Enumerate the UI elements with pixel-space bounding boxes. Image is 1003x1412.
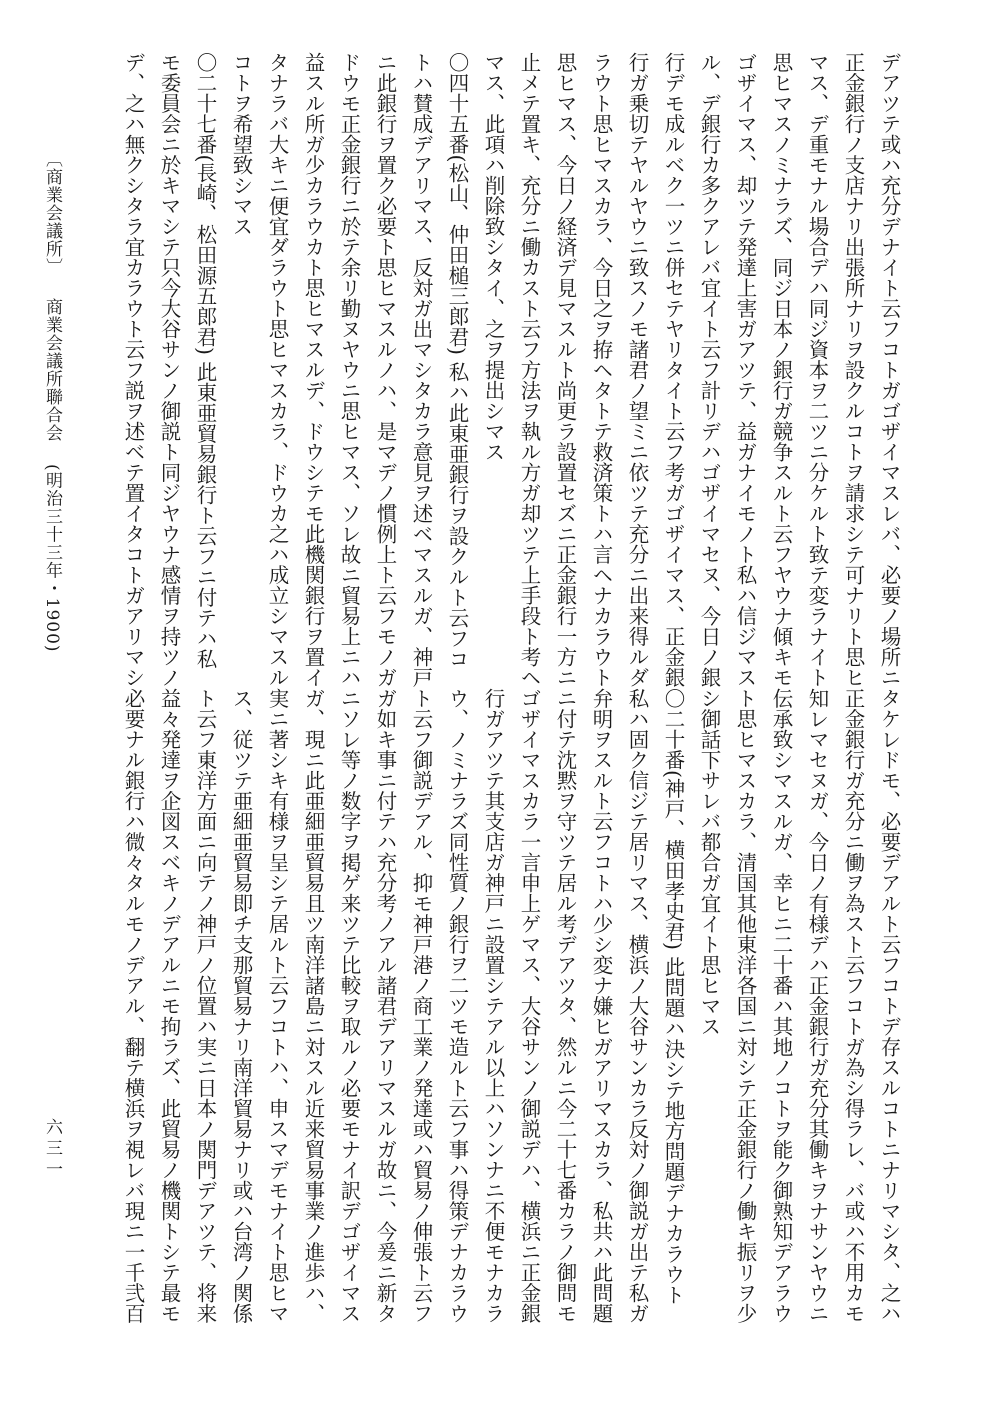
text-line: ト云フ東洋方面ニ向テノ神戸ノ位置ハ実ニ日本ノ関門デアツテ、将来 — [193, 688, 217, 1324]
text-line: シ御話下サレバ都合ガ宜イト思ヒマス — [697, 688, 721, 1037]
text-line: ル、デ銀行カ多クアレバ宜イト云フ計リデハゴザイマセヌ、今日ノ銀 — [697, 52, 721, 688]
text-line: ドウモ正金銀行ニ於テ余リ勤ヌヤウニ思ヒマス、ソレ故ニ貿易上ニハ — [337, 52, 361, 688]
text-line: コトヲ希望致シマス — [229, 52, 253, 237]
running-head-year: (明治三十三年・1900) — [42, 464, 62, 653]
text-line: ニ付テ沈黙ヲ守ツテ居ル考デアツタ、然ルニ今二十七番カラノ御問モ — [553, 688, 577, 1324]
page-number: 六三一 — [42, 1118, 62, 1181]
text-line: ゴザイマス、却ツテ発達上害ガアツテ、益ガナイモノト私ハ信ジマス — [733, 52, 757, 688]
text-line: ガ、現ニ此亜細亜貿易且ツ南洋諸島ニ対スル近来貿易事業ノ進歩ハ、 — [301, 688, 325, 1324]
text-line: 知レマセヌガ、今日ノ有様デハ正金銀行ガ充分其働キヲナサンヤウニ — [805, 688, 829, 1324]
text-line: ト云フ御説デアル、抑モ神戸港ノ商工業ノ発達或ハ貿易ノ伸張ト云フ — [409, 688, 433, 1324]
text-line: ガ如キ事ニ付テハ充分考ノアル諸君デアリマスルガ故ニ、今爰ニ新タ — [373, 688, 397, 1324]
text-line: ゴザイマスカラ一言申上ゲマス、大谷サンノ御説デハ、横浜ニ正金銀 — [517, 688, 541, 1324]
text-line: 止メテ置キ、充分ニ働カスト云フ方法ヲ執ル方ガ却ツテ上手段ト考ヘ — [517, 52, 541, 688]
text-line: 益々発達ヲ企図スベキノデアルニモ拘ラズ、此貿易ノ機関トシテ最モ — [157, 688, 181, 1324]
running-head-section: 〔商業会議所〕 — [42, 150, 62, 276]
text-line: 正金銀行ノ支店ナリ出張所ナリヲ設クルコトヲ請求シテ可ナリト思ヒ — [841, 52, 865, 688]
text-line: 〇二十番(神戸、横田孝史君) 此問題ハ決シテ地方問題デナカラウト — [661, 688, 685, 1306]
text-line: ニ此銀行ヲ置ク必要ト思ヒマスルノハ、是マデノ慣例上ト云フモノガ — [373, 52, 397, 688]
text-line: トハ賛成デアリマス、反対ガ出マシタカラ意見ヲ述ベマスルガ、神戸 — [409, 52, 433, 688]
text-line: 〇四十五番(松山、仲田槌三郎君) 私ハ此東亜銀行ヲ設クルト云フコ — [445, 52, 469, 670]
text-line: 私ハ固ク信ジテ居リマス、横浜ノ大谷サンカラ反対ノ御説ガ出テ私ガ — [625, 688, 649, 1324]
text-line: 行デモ成ルベク一ツニ併セテヤリタイト云フ考ガゴザイマス、正金銀 — [661, 52, 685, 688]
text-line: 正金銀行ガ充分ニ働ヲ為スト云フコトガ為シ得ラレ、バ或ハ不用カモ — [841, 688, 865, 1324]
text-line: 益スル所ガ少カラウカト思ヒマスルデ、ドウシテモ此機関銀行ヲ置イ — [301, 52, 325, 688]
text-line: ニソレ等ノ数字ヲ掲ゲ来ツテ比較ヲ取ルノ必要モナイ訳デゴザイマス — [337, 688, 361, 1324]
text-line: 弁明ヲスルト云フコトハ少シ変ナ嫌ヒガアリマスカラ、私共ハ此問題 — [589, 688, 613, 1324]
text-line: 伝承致シマスルガ、幸ヒニ二十番ハ其地ノコトヲ能ク御熟知デアラウ — [769, 688, 793, 1324]
text-line: モ委員会ニ於キマシテ只今大谷サンノ御説ト同ジヤウナ感情ヲ持ツノ — [157, 52, 181, 688]
text-line: 行ガ乗切テヤルヤウニ致スノモ諸君ノ望ミニ依ツテ充分ニ出来得ルダ — [625, 52, 649, 688]
text-line: マス、デ重モナル場合デハ同ジ資本ヲ二ツニ分ケルト致テ変ラナイト — [805, 52, 829, 688]
text-line: タナラバ大キニ便宜ダラウト思ヒマスカラ、ドウカ之ハ成立シマスル — [265, 52, 289, 688]
running-head-title: 商業会議所聯合会 — [42, 298, 62, 442]
text-line: 必要ナル銀行ハ微々タルモノデアル、翻テ横浜ヲ視レバ現ニ一千弐百 — [121, 688, 145, 1324]
text-line: デ、之ハ無クシタラ宜カラウト云フ説ヲ述ベテ置イタコトガアリマシ — [121, 52, 145, 688]
upper-text-block — [115, 52, 907, 688]
lower-text-block — [115, 688, 907, 1324]
text-line: 実ニ著シキ有様ヲ呈シテ居ルト云フコトハ、申スマデモナイト思ヒマ — [265, 688, 289, 1324]
text-line: タケレドモ、必要デアルト云フコトデ存スルコトニナリマシタ、之ハ — [877, 688, 901, 1324]
text-line: ウ、ノミナラズ同性質ノ銀行ヲ二ツモ造ルト云フ事ハ得策デナカラウ — [445, 688, 469, 1324]
text-line: 〇二十七番(長崎、松田源五郎君) 此東亜貿易銀行ト云フニ付テハ私 — [193, 52, 217, 670]
text-line: ラウト思ヒマスカラ、今日之ヲ拵ヘタトテ救済策トハ言ヘナカラウト — [589, 52, 613, 688]
text-line: 行ガアツテ其支店ガ神戸ニ設置シテアル以上ハソンナニ不便モナカラ — [481, 688, 505, 1324]
text-line: マス、此項ハ削除致シタイ、之ヲ提出シマス — [481, 52, 505, 462]
text-line: 思ヒマスノミナラズ、同ジ日本ノ銀行ガ競争スルト云フヤウナ傾キモ — [769, 52, 793, 688]
text-line: ス、従ツテ亜細亜貿易即チ支那貿易ナリ南洋貿易ナリ或ハ台湾ノ関係 — [229, 688, 253, 1324]
text-line: ト思ヒマスカラ、清国其他東洋各国ニ対シテ正金銀行ノ働キ振リヲ少 — [733, 688, 757, 1324]
text-line: 思ヒマス、今日ノ経済デ見マスルト尚更ラ設置セズニ正金銀行一方ニ — [553, 52, 577, 688]
running-head — [40, 150, 65, 653]
text-line: デアツテ或ハ充分デナイト云フコトガゴザイマスレバ、必要ノ場所ニ — [877, 52, 901, 688]
